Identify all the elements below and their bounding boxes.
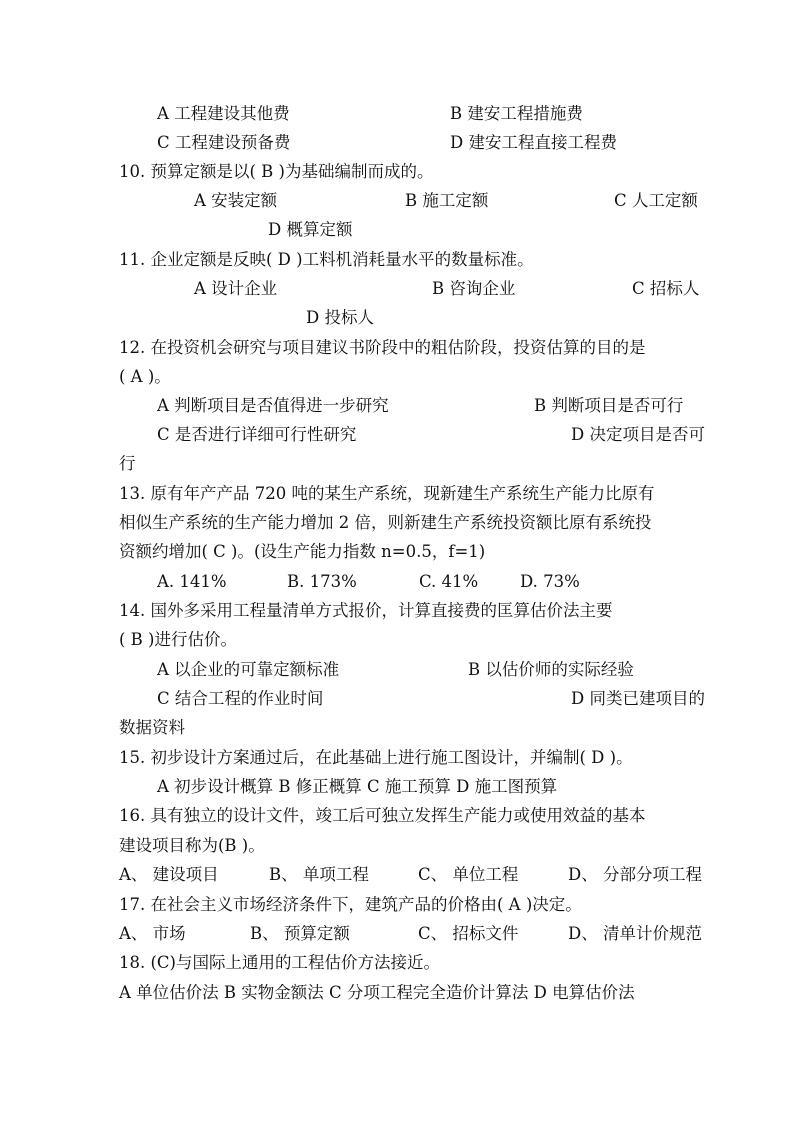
question-stem-line-3: 资额约增加( C )。(设生产能力指数 n=0.5，f=1) — [119, 542, 486, 561]
option-c: C 结合工程的作业时间 — [157, 689, 324, 708]
option-d: D 投标人 — [306, 308, 374, 327]
option-d: D 决定项目是否可 — [571, 425, 705, 444]
option-a: A 判断项目是否值得进一步研究 — [157, 396, 389, 415]
option-a: A、 建设项目 — [119, 865, 219, 884]
option-b: B、 预算定额 — [250, 924, 350, 943]
option-b: B 咨询企业 — [432, 279, 516, 298]
options-line: A 单位估价法 B 实物金额法 C 分项工程完全造价计算法 D 电算估价法 — [119, 983, 635, 1002]
option-b: B、 单项工程 — [269, 865, 369, 884]
option-b: B 建安工程措施费 — [450, 104, 583, 123]
option-c: C 工程建设预备费 — [157, 133, 291, 152]
option-d: D、 清单计价规范 — [568, 924, 702, 943]
question-stem: 11. 企业定额是反映( D )工料机消耗量水平的数量标准。 — [119, 250, 534, 269]
option-b: B 施工定额 — [405, 191, 489, 210]
question-stem: 17. 在社会主义市场经济条件下，建筑产品的价格由( A )决定。 — [119, 895, 582, 914]
option-a: A 设计企业 — [194, 279, 278, 298]
option-d: D、 分部分项工程 — [568, 865, 702, 884]
question-stem: 10. 预算定额是以( B )为基础编制而成的。 — [119, 162, 434, 181]
option-d-wrap: 数据资料 — [119, 718, 185, 737]
option-d-wrap: 行 — [119, 454, 136, 473]
question-stem-line-2: ( A )。 — [119, 367, 171, 386]
option-b: B. 173% — [287, 572, 357, 591]
option-d: D 建安工程直接工程费 — [450, 133, 617, 152]
option-c: C、 招标文件 — [418, 924, 519, 943]
option-b: B 以估价师的实际经验 — [468, 660, 634, 679]
question-stem-line-1: 14. 国外多采用工程量清单方式报价，计算直接费的匡算估价法主要 — [119, 601, 613, 620]
option-a: A 工程建设其他费 — [157, 104, 290, 123]
option-a: A. 141% — [157, 572, 227, 591]
question-stem-line-2: ( B )进行估价。 — [119, 630, 237, 649]
option-d: D 同类已建项目的 — [571, 689, 705, 708]
question-stem-line-2: 相似生产系统的生产能力增加 2 倍，则新建生产系统投资额比原有系统投 — [119, 513, 652, 532]
option-a: A、 市场 — [119, 924, 186, 943]
option-c: C 是否进行详细可行性研究 — [157, 425, 357, 444]
question-stem: 18. (C)与国际上通用的工程估价方法接近。 — [119, 953, 440, 972]
option-c: C 招标人 — [632, 279, 700, 298]
option-d: D 概算定额 — [268, 220, 353, 239]
option-c: C 人工定额 — [614, 191, 698, 210]
question-stem-line-1: 13. 原有年产产品 720 吨的某生产系统，现新建生产系统生产能力比原有 — [119, 484, 655, 503]
question-stem-line-2: 建设项目称为(B )。 — [119, 836, 265, 855]
option-d: D. 73% — [520, 572, 580, 591]
option-b: B 判断项目是否可行 — [534, 396, 684, 415]
options-line: A 初步设计概算 B 修正概算 C 施工预算 D 施工图预算 — [157, 777, 558, 796]
option-c: C. 41% — [419, 572, 479, 591]
question-stem: 15. 初步设计方案通过后，在此基础上进行施工图设计，并编制( D )。 — [119, 748, 633, 767]
question-stem-line-1: 16. 具有独立的设计文件，竣工后可独立发挥生产能力或使用效益的基本 — [119, 806, 646, 825]
question-stem-line-1: 12. 在投资机会研究与项目建议书阶段中的粗估阶段，投资估算的目的是 — [119, 338, 646, 357]
option-a: A 以企业的可靠定额标准 — [157, 660, 340, 679]
option-a: A 安装定额 — [194, 191, 278, 210]
option-c: C、 单位工程 — [418, 865, 519, 884]
